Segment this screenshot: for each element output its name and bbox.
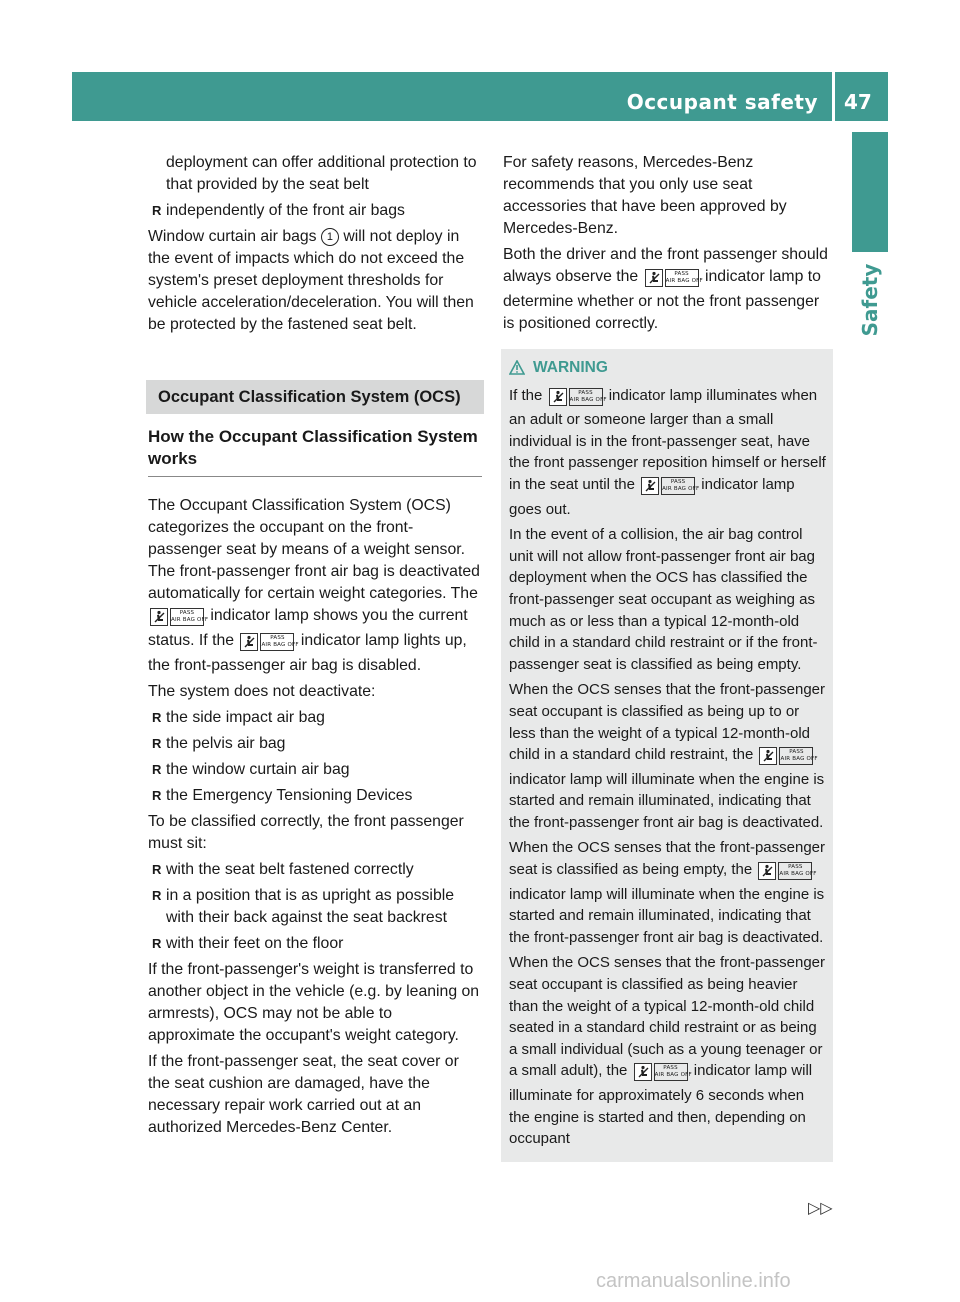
pass-airbag-off-indicator-icon [645,269,703,291]
header-bar [72,72,888,121]
seated-person-icon [634,1063,652,1081]
list-item: R in a position that is as upright as possible with their back against the seat backrest [152,887,455,926]
continued-marker: ▷▷ [808,1200,833,1217]
list-item-text: independently of the front air bags [166,202,405,219]
list-item: R the window curtain air bag [152,761,350,778]
list-item: R independently of the front air bags [152,202,405,219]
right-column [503,152,833,1162]
list-item: R the side impact air bag [152,709,325,726]
warning-heading: WARNING [509,357,827,379]
window-curtain-paragraph: Window curtain air bags 1 will not deploy in the event of impacts which do not exceed the system's preset deployment thresholds for vehicle acceleration/deceleration. You will then be protected by the fastened seat belt. [148,228,474,333]
section-title: Occupant Classification System (OCS) [146,380,484,414]
warning-triangle-icon [509,360,525,375]
airbag-off-icon: PASS AIR BAG OFF [778,862,812,880]
airbag-off-icon: PASS AIR BAG OFF [569,388,603,406]
warning-paragraph: In the event of a collision, the air bag control unit will not allow front-passenger front air bag deployment when the OCS has classified the front-passenger seat occupant as weighing as much as or less than a typical 12-month-old child in a standard child restraint or if the front-passenger seat is classified as being empty. [509,526,818,673]
warning-paragraph: If the PASS AIR BAG OFF indicator lamp illuminates when an adult or someone larger than a small individual is in the front-passenger seat, have the front passenger reposition himself or herself in the seat until the PASS AIR BAG OFF indicator lamp goes out. [509,386,826,518]
seated-person-icon [645,269,663,287]
pass-airbag-off-indicator-icon [549,388,607,410]
pass-airbag-off-indicator-icon [634,1063,692,1085]
warning-paragraph: When the OCS senses that the front-passenger seat occupant is classified as being heavier than the weight of a typical 12-month-old child seated in a standard child restraint or as being a small individual (such as a young teenager or a small adult), the PASS AIR BAG OFF indicator lamp will illuminate for approximately 6 seconds when the engine is started and then, depending on occupant [509,954,826,1148]
warning-box [501,349,833,1162]
list-item: R with the seat belt fastened correctly [152,861,414,878]
callout-circle: 1 [321,228,339,246]
warning-paragraph: When the OCS senses that the front-passenger seat occupant is classified as being up to or less than the weight of a typical 12-month-old child in a standard child restraint, the PASS AIR BAG OFF indicator lamp will illuminate when the engine is started and remain illuminated, indicating that the front-passenger front air bag is deactivated. [509,681,826,831]
airbag-off-icon: PASS AIR BAG OFF [654,1063,688,1081]
list-item [148,152,482,196]
seated-person-icon [150,608,168,626]
airbag-off-icon: PASS AIR BAG OFF [170,608,204,626]
not-deactivate-intro: The system does not deactivate: [148,683,376,700]
list-item: R with their feet on the floor [152,935,344,952]
airbag-off-icon: PASS AIR BAG OFF [661,477,695,495]
seated-person-icon [549,388,567,406]
airbag-off-icon: PASS AIR BAG OFF [260,633,294,651]
airbag-off-icon: PASS AIR BAG OFF [665,269,699,287]
list-item-text: deployment can offer additional protection [166,154,460,171]
seated-person-icon [240,633,258,651]
must-sit-intro: To be classified correctly, the front passenger must sit: [148,813,464,852]
damaged-seat-paragraph: If the front-passenger seat, the seat cover or the seat cushion are damaged, have the necessary repair work carried out at an authorized Mercedes-Benz Center. [148,1053,459,1136]
weight-transfer-paragraph: If the front-passenger's weight is transferred to another object in the vehicle (e.g. by leaning on armrests), OCS may not be able to approximate the occupant's weight category. [148,961,480,1044]
accessories-paragraph: For safety reasons, Mercedes-Benz recommends that you only use seat accessories that have been approved by Mercedes-Benz. [503,154,787,237]
warning-paragraph: When the OCS senses that the front-passenger seat is classified as being empty, the PASS AIR BAG OFF indicator lamp will illuminate when the engine is started and remain illuminated, indicating that the front-passenger front air bag is deactivated. [509,839,826,946]
watermark: carmanualsonline.info [596,1270,791,1292]
pass-airbag-off-indicator-icon [759,747,818,769]
left-column [148,152,482,1143]
header-title: Occupant safety [626,90,818,114]
airbag-off-icon: PASS AIR BAG OFF [779,747,813,765]
seated-person-icon [759,747,777,765]
seated-person-icon [641,477,659,495]
list-item-text: to that provided by the seat belt [166,154,477,193]
pass-airbag-off-indicator-icon [240,633,299,655]
pass-airbag-off-indicator-icon [758,862,817,884]
pass-airbag-off-indicator-icon [150,608,209,630]
ocs-paragraph: The Occupant Classification System (OCS) categorizes the occupant on the front-passenger seat by means of a weight sensor. The front-passenger front air bag is deactivated automatically for certain weight categories. The PASS AIR BAG OFF indicator lamp shows you the current status. If the PASS AIR BAG OFF indicator lamp lights up, the front-passenger air bag is disabled. [148,497,480,674]
side-tab-label: Safety [858,263,882,337]
header-divider [832,72,835,121]
seated-person-icon [758,862,776,880]
side-tab [852,132,888,252]
list-item: R the Emergency Tensioning Devices [152,787,413,804]
list-item: R the pelvis air bag [152,735,286,752]
subheading: How the Occupant Classification System works [148,426,482,477]
page-number: 47 [844,90,872,114]
pass-airbag-off-indicator-icon [641,477,700,499]
observe-paragraph: Both the driver and the front passenger should always observe the PASS AIR BAG OFF indicator lamp to determine whether or not the front passenger is positioned correctly. [503,246,828,332]
